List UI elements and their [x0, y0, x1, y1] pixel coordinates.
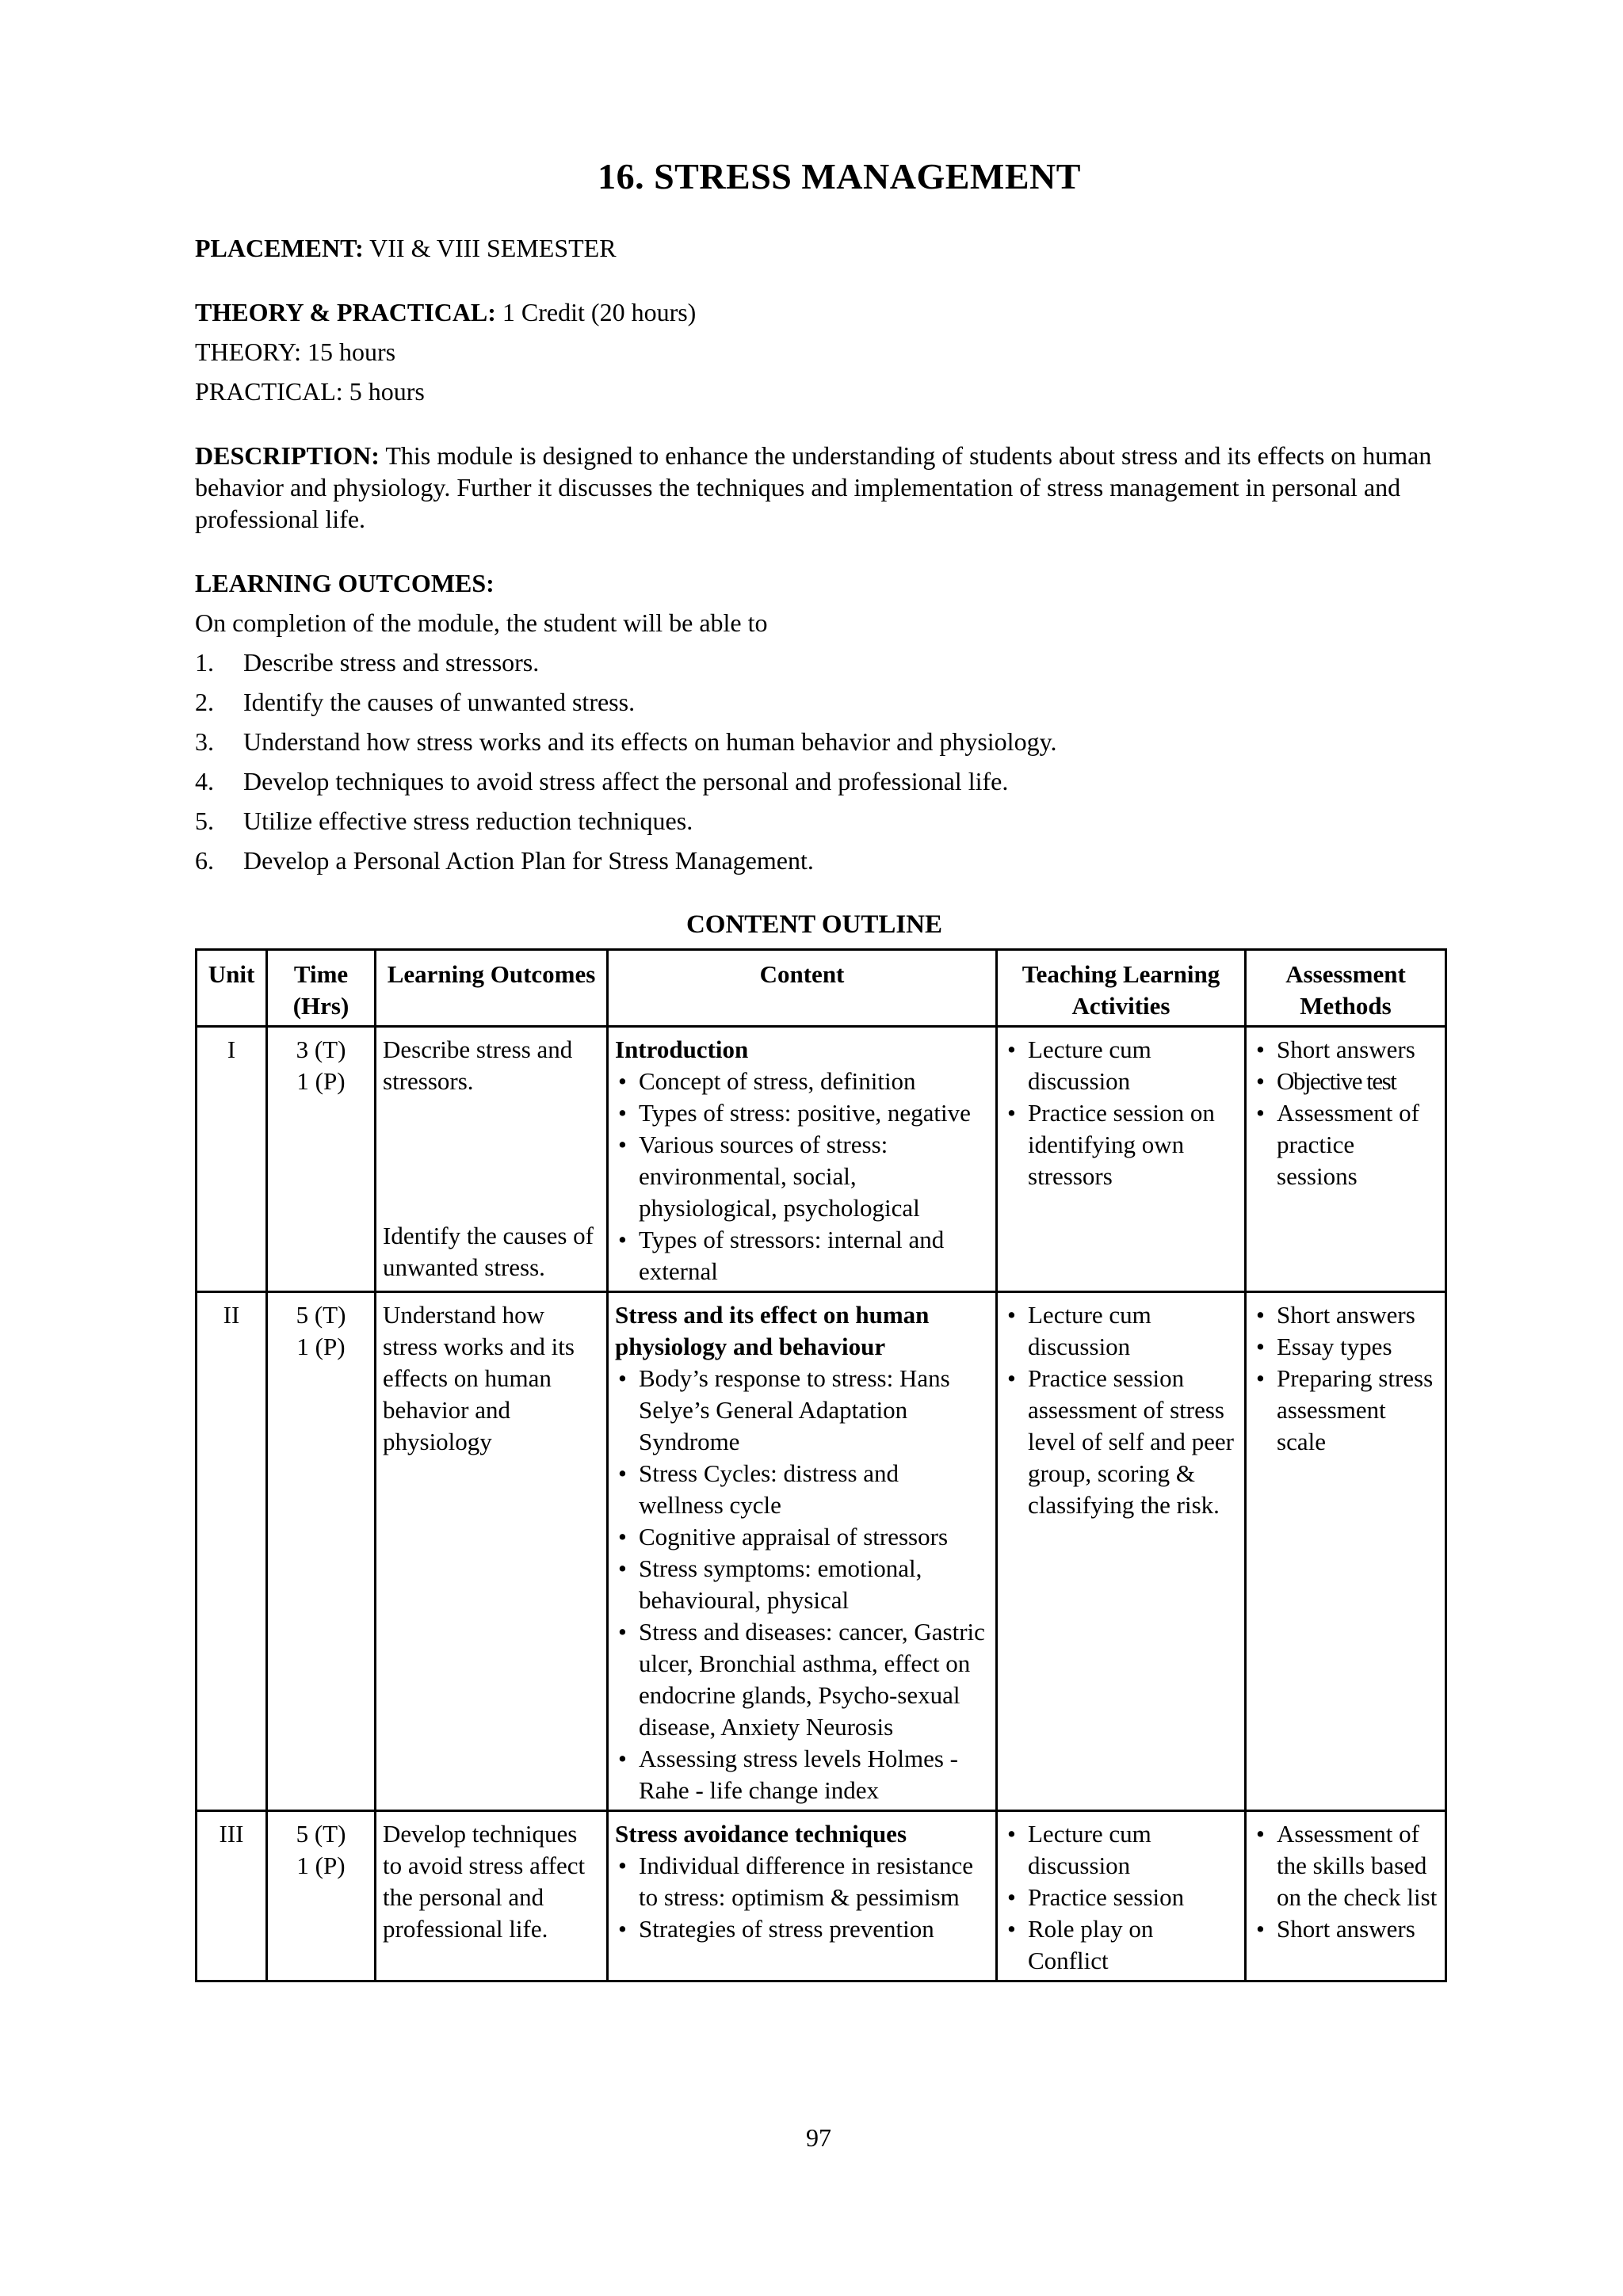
placement-label: PLACEMENT:: [195, 234, 364, 262]
assessment-cell: [1246, 1292, 1446, 1811]
outcome-number: 4.: [195, 767, 214, 795]
placement-value: VII & VIII SEMESTER: [363, 234, 617, 262]
description-text: This module is designed to enhance the understanding of students about stress and its effects on human behavior and physiology. Further it discusses the techniques and implementation of stress management in personal and professional life.: [195, 441, 1432, 533]
list-item: • Individual difference in resistance to stress: optimism & pessimism: [615, 1850, 989, 1913]
credits-label: THEORY & PRACTICAL:: [195, 298, 496, 326]
list-item: • Assessment of practice sessions: [1253, 1097, 1438, 1192]
outcome-text: Develop techniques to avoid stress affect the personal and professional life.: [243, 767, 1009, 795]
content-cell: [608, 1027, 997, 1292]
description-label: DESCRIPTION:: [195, 441, 380, 470]
content-list: [615, 1066, 989, 1287]
list-item: • Practice session assessment of stress level of self and peer group, scoring & classifying the risk.: [1004, 1363, 1238, 1521]
content-heading: Introduction: [615, 1035, 749, 1063]
placement-line: [195, 232, 617, 264]
list-item: • Lecture cum discussion: [1004, 1034, 1238, 1097]
unit-cell: I: [197, 1027, 267, 1292]
credits-value: 1 Credit (20 hours): [495, 298, 697, 326]
list-item: • Objective test: [1253, 1066, 1438, 1097]
outcome-number: 5.: [195, 807, 214, 835]
outcome-text: Describe stress and stressors.: [243, 648, 540, 677]
time-cell: [267, 1292, 376, 1811]
outcomes-cell: [376, 1292, 608, 1811]
activities-cell: [997, 1027, 1246, 1292]
list-item: • Preparing stress assessment scale: [1253, 1363, 1438, 1458]
page-title: 16. STRESS MANAGEMENT: [598, 156, 1081, 196]
credits-line: [195, 296, 696, 328]
outcome-text: Understand how stress works and its effects on human behavior and physiology.: [243, 727, 1057, 756]
description: [195, 440, 1447, 535]
table-row: [197, 1292, 1446, 1811]
list-item: • Types of stress: positive, negative: [615, 1097, 989, 1129]
content-cell: [608, 1292, 997, 1811]
table-header-row: [197, 950, 1446, 1027]
outcomes-cell: [376, 1027, 608, 1292]
list-item: • Short answers: [1253, 1913, 1438, 1945]
list-item: • Short answers: [1253, 1299, 1438, 1331]
list-item: • Concept of stress, definition: [615, 1066, 989, 1097]
list-item: • Lecture cum discussion: [1004, 1299, 1238, 1363]
learning-outcomes-intro: On completion of the module, the student will be able to: [195, 608, 768, 637]
page-number: 97: [806, 2123, 831, 2152]
content-outline-table: [195, 948, 1447, 1982]
outcome-item: Describe stress and stressors.: [383, 1035, 573, 1095]
assessment-list: [1253, 1034, 1438, 1192]
outcomes-cell: [376, 1811, 608, 1981]
outcome-text: Utilize effective stress reduction techniques.: [243, 807, 693, 835]
outcome-number: 6.: [195, 846, 214, 875]
content-list: [615, 1850, 989, 1945]
outcome-text: Develop a Personal Action Plan for Stress Management.: [243, 846, 814, 875]
header-teaching-activities: Teaching Learning Activities: [997, 950, 1246, 1027]
practical-hours: PRACTICAL: 5 hours: [195, 377, 425, 406]
outcome-number: 2.: [195, 688, 214, 716]
theory-hours: THEORY: 15 hours: [195, 338, 396, 366]
table-row: [197, 1811, 1446, 1981]
list-item: • Cognitive appraisal of stressors: [615, 1521, 989, 1553]
list-item: • Stress symptoms: emotional, behavioural, physical: [615, 1553, 989, 1616]
assessment-cell: [1246, 1027, 1446, 1292]
header-time: Time (Hrs): [267, 950, 376, 1027]
time-practical: 1 (P): [296, 1067, 346, 1095]
learning-outcomes-heading-text: LEARNING OUTCOMES:: [195, 569, 495, 597]
assessment-cell: [1246, 1811, 1446, 1981]
table-row: [197, 1027, 1446, 1292]
list-item: • Essay types: [1253, 1331, 1438, 1363]
activities-list: [1004, 1818, 1238, 1977]
content-heading: Stress avoidance techniques: [615, 1820, 907, 1848]
outcome-item: Understand how stress works and its effects on human behavior and physiology: [383, 1301, 575, 1455]
activities-cell: [997, 1811, 1246, 1981]
time-cell: [267, 1811, 376, 1981]
list-item: • Practice session on identifying own stressors: [1004, 1097, 1238, 1192]
list-item: • Assessing stress levels Holmes - Rahe - life change index: [615, 1743, 989, 1806]
content-heading: Stress and its effect on human physiology and behaviour: [615, 1301, 930, 1360]
list-item: • Role play on Conflict: [1004, 1913, 1238, 1977]
list-item: • Types of stressors: internal and external: [615, 1224, 989, 1287]
list-item: • Short answers: [1253, 1034, 1438, 1066]
unit-cell: II: [197, 1292, 267, 1811]
outcome-text: Identify the causes of unwanted stress.: [243, 688, 636, 716]
time-theory: 5 (T): [296, 1820, 346, 1848]
activities-list: [1004, 1034, 1238, 1192]
time-theory: 5 (T): [296, 1301, 346, 1329]
content-list: [615, 1363, 989, 1806]
time-practical: 1 (P): [296, 1852, 346, 1879]
list-item: • Body’s response to stress: Hans Selye’s General Adaptation Syndrome: [615, 1363, 989, 1458]
activities-list: [1004, 1299, 1238, 1521]
outcome-number: 1.: [195, 648, 214, 677]
activities-cell: [997, 1292, 1246, 1811]
time-practical: 1 (P): [296, 1333, 346, 1360]
assessment-list: [1253, 1299, 1438, 1458]
list-item: • Assessment of the skills based on the check list: [1253, 1818, 1438, 1913]
list-item: • Practice session: [1004, 1882, 1238, 1913]
unit-cell: III: [197, 1811, 267, 1981]
time-cell: [267, 1027, 376, 1292]
content-cell: [608, 1811, 997, 1981]
outcome-item: Develop techniques to avoid stress affect the personal and professional life.: [383, 1820, 586, 1943]
outcome-number: 3.: [195, 727, 214, 756]
assessment-list: [1253, 1818, 1438, 1945]
outcome-item: Identify the causes of unwanted stress.: [383, 1222, 594, 1281]
header-unit: Unit: [197, 950, 267, 1027]
table-caption: CONTENT OUTLINE: [685, 910, 943, 939]
header-assessment-methods: Assessment Methods: [1246, 950, 1446, 1027]
header-learning-outcomes: Learning Outcomes: [376, 950, 608, 1027]
learning-outcomes-heading: [195, 567, 495, 599]
header-content: Content: [608, 950, 997, 1027]
list-item: • Stress Cycles: distress and wellness cycle: [615, 1458, 989, 1521]
list-item: • Strategies of stress prevention: [615, 1913, 989, 1945]
list-item: • Lecture cum discussion: [1004, 1818, 1238, 1882]
list-item: • Stress and diseases: cancer, Gastric ulcer, Bronchial asthma, effect on endocrine glands, Psycho-sexual disease, Anxiety Neurosis: [615, 1616, 989, 1743]
time-theory: 3 (T): [296, 1035, 346, 1063]
list-item: • Various sources of stress: environmental, social, physiological, psychological: [615, 1129, 989, 1224]
